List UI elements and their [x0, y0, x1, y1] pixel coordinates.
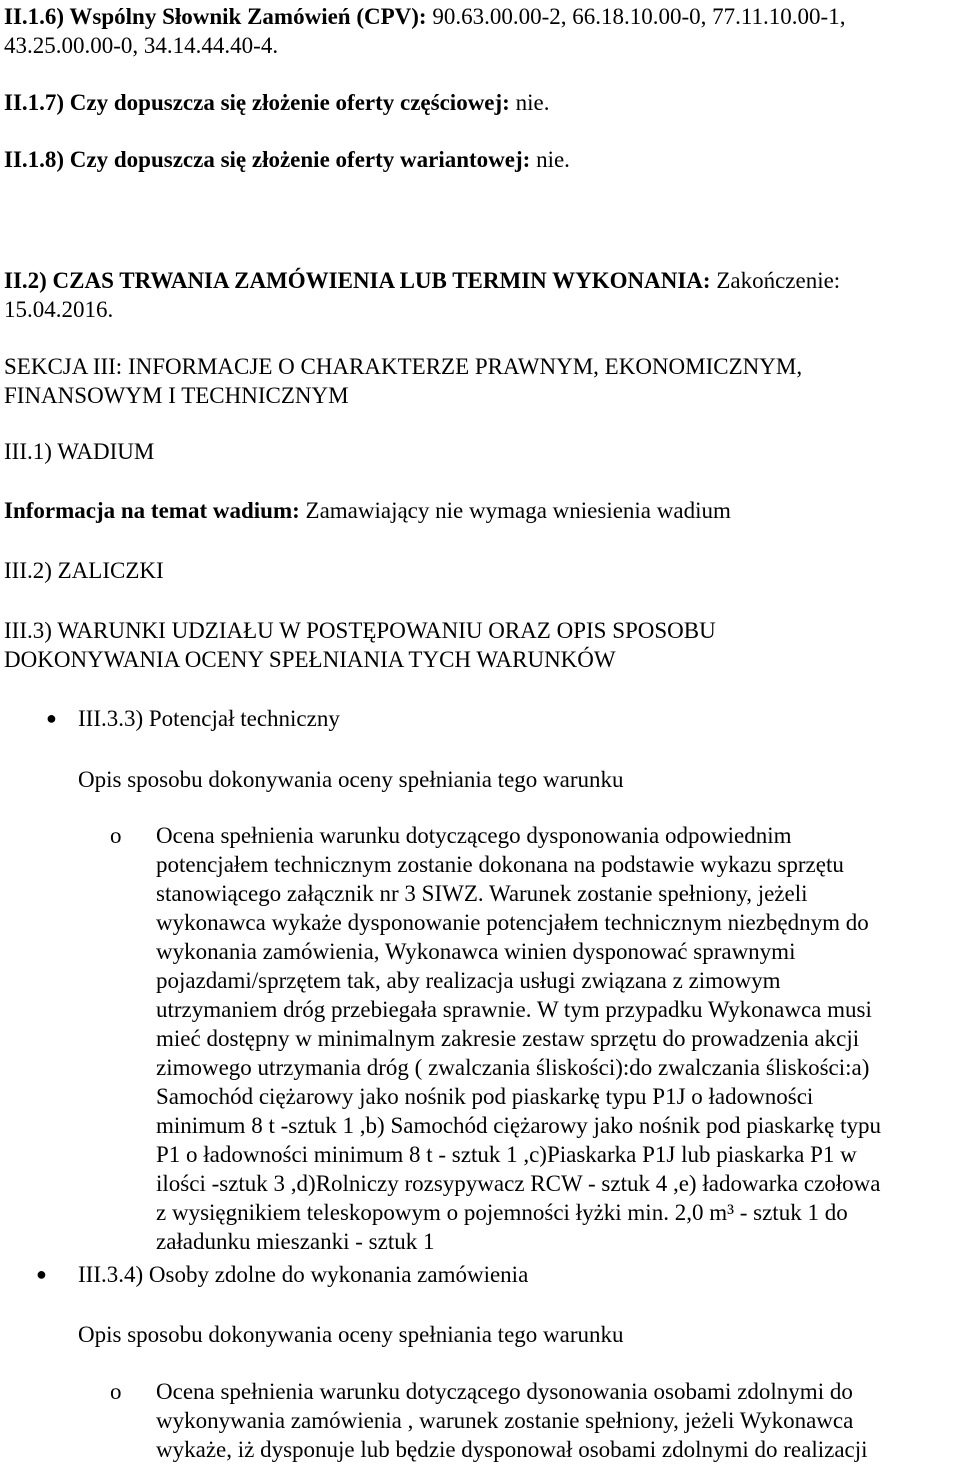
partial-offer-value: nie. — [509, 90, 550, 115]
cpv-section — [4, 2, 956, 60]
wadium-heading: III.1) WADIUM — [4, 439, 155, 464]
wadium-info-label: Informacja na temat wadium: — [4, 498, 300, 523]
potencjal-line: z wysięgnikiem teleskopowym o pojemności łyżki min. 2,0 m³ - sztuk 1 do — [156, 1200, 848, 1225]
section-3-heading-line2: FINANSOWYM I TECHNICZNYM — [4, 383, 349, 408]
potencjal-description — [156, 821, 956, 1256]
potencjal-line: utrzymaniem dróg przebiegała sprawnie. W tym przypadku Wykonawca musi — [156, 997, 872, 1022]
potencjal-line: załadunku mieszanki - sztuk 1 — [156, 1229, 435, 1254]
potencjal-opis: Opis sposobu dokonywania oceny spełniania tego warunku — [78, 767, 624, 792]
duration-section — [4, 266, 956, 324]
warunki-heading-line1: III.3) WARUNKI UDZIAŁU W POSTĘPOWANIU ORAZ OPIS SPOSOBU — [4, 618, 716, 643]
potencjal-line: minimum 8 t -sztuk 1 ,b) Samochód ciężarowy jako nośnik pod piaskarkę typu — [156, 1113, 882, 1138]
osoby-opis: Opis sposobu dokonywania oceny spełniania tego warunku — [78, 1322, 624, 1347]
section-3-heading-line1: SEKCJA III: INFORMACJE O CHARAKTERZE PRAWNYM, EKONOMICZNYM, — [4, 354, 803, 379]
osoby-line: wykaże, iż dysponuje lub będzie dysponował osobami zdolnymi do realizacji — [156, 1437, 868, 1462]
wadium-info-value: Zamawiający nie wymaga wniesienia wadium — [299, 498, 731, 523]
potencjal-line: stanowiącego załącznik nr 3 SIWZ. Warunek zostanie spełniony, jeżeli — [156, 881, 808, 906]
warunki-heading — [4, 616, 956, 674]
cpv-value-line2: 43.25.00.00-0, 34.14.44.40-4. — [4, 33, 279, 58]
potencjal-line: ilości -sztuk 3 ,d)Rolniczy rozsypywacz RCW - sztuk 4 ,e) ładowarka czołowa — [156, 1171, 881, 1196]
circle-marker-icon: o — [110, 823, 122, 848]
potencjal-line: mieć dostępny w minimalnym zakresie zestaw sprzętu do prowadzenia akcji — [156, 1026, 860, 1051]
potencjal-line: zimowego utrzymania dróg ( zwalczania śliskości):do zwalczania śliskości:a) — [156, 1055, 870, 1080]
partial-offer-section — [4, 88, 956, 117]
duration-value-line2: 15.04.2016. — [4, 297, 114, 322]
bullet-icon: ● — [46, 708, 57, 728]
potencjal-line: pojazdami/sprzętem tak, aby realizacja usługi związana z zimowym — [156, 968, 781, 993]
potencjal-line: wykonawca wykaże dysponowanie potencjałem technicznym niezbędnym do — [156, 910, 869, 935]
potencjal-heading: III.3.3) Potencjał techniczny — [78, 706, 340, 731]
duration-label: II.2) CZAS TRWANIA ZAMÓWIENIA LUB TERMIN WYKONANIA: — [4, 268, 711, 293]
section-3-heading — [4, 352, 956, 410]
potencjal-line: Ocena spełnienia warunku dotyczącego dysponowania odpowiednim — [156, 823, 792, 848]
variant-offer-label: II.1.8) Czy dopuszcza się złożenie oferty wariantowej: — [4, 147, 531, 172]
partial-offer-label: II.1.7) Czy dopuszcza się złożenie oferty częściowej: — [4, 90, 510, 115]
variant-offer-value: nie. — [530, 147, 570, 172]
cpv-label: II.1.6) Wspólny Słownik Zamówień (CPV): — [4, 4, 427, 29]
wadium-info — [4, 496, 956, 525]
osoby-description — [156, 1377, 956, 1464]
osoby-line: wykonywania zamówienia , warunek zostanie spełniony, jeżeli Wykonawca — [156, 1408, 854, 1433]
potencjal-line: potencjałem technicznym zostanie dokonana na podstawie wykazu sprzętu — [156, 852, 844, 877]
potencjal-line: P1 o ładowności minimum 8 t - sztuk 1 ,c)Piaskarka P1J lub piaskarka P1 w — [156, 1142, 857, 1167]
potencjal-line: Samochód ciężarowy jako nośnik pod piaskarkę typu P1J o ładowności — [156, 1084, 814, 1109]
zaliczki-heading: III.2) ZALICZKI — [4, 558, 164, 583]
osoby-line: Ocena spełnienia warunku dotyczącego dysonowania osobami zdolnymi do — [156, 1379, 853, 1404]
circle-marker-icon: o — [110, 1379, 122, 1404]
variant-offer-section — [4, 145, 956, 174]
cpv-value-line1: 90.63.00.00-2, 66.18.10.00-0, 77.11.10.00-1, — [426, 4, 846, 29]
duration-value-line1: Zakończenie: — [710, 268, 841, 293]
osoby-heading: III.3.4) Osoby zdolne do wykonania zamówienia — [78, 1262, 529, 1287]
warunki-heading-line2: DOKONYWANIA OCENY SPEŁNIANIA TYCH WARUNKÓW — [4, 647, 616, 672]
bullet-icon: ● — [36, 1264, 47, 1284]
potencjal-line: wykonania zamówienia, Wykonawca winien dysponować sprawnymi — [156, 939, 796, 964]
